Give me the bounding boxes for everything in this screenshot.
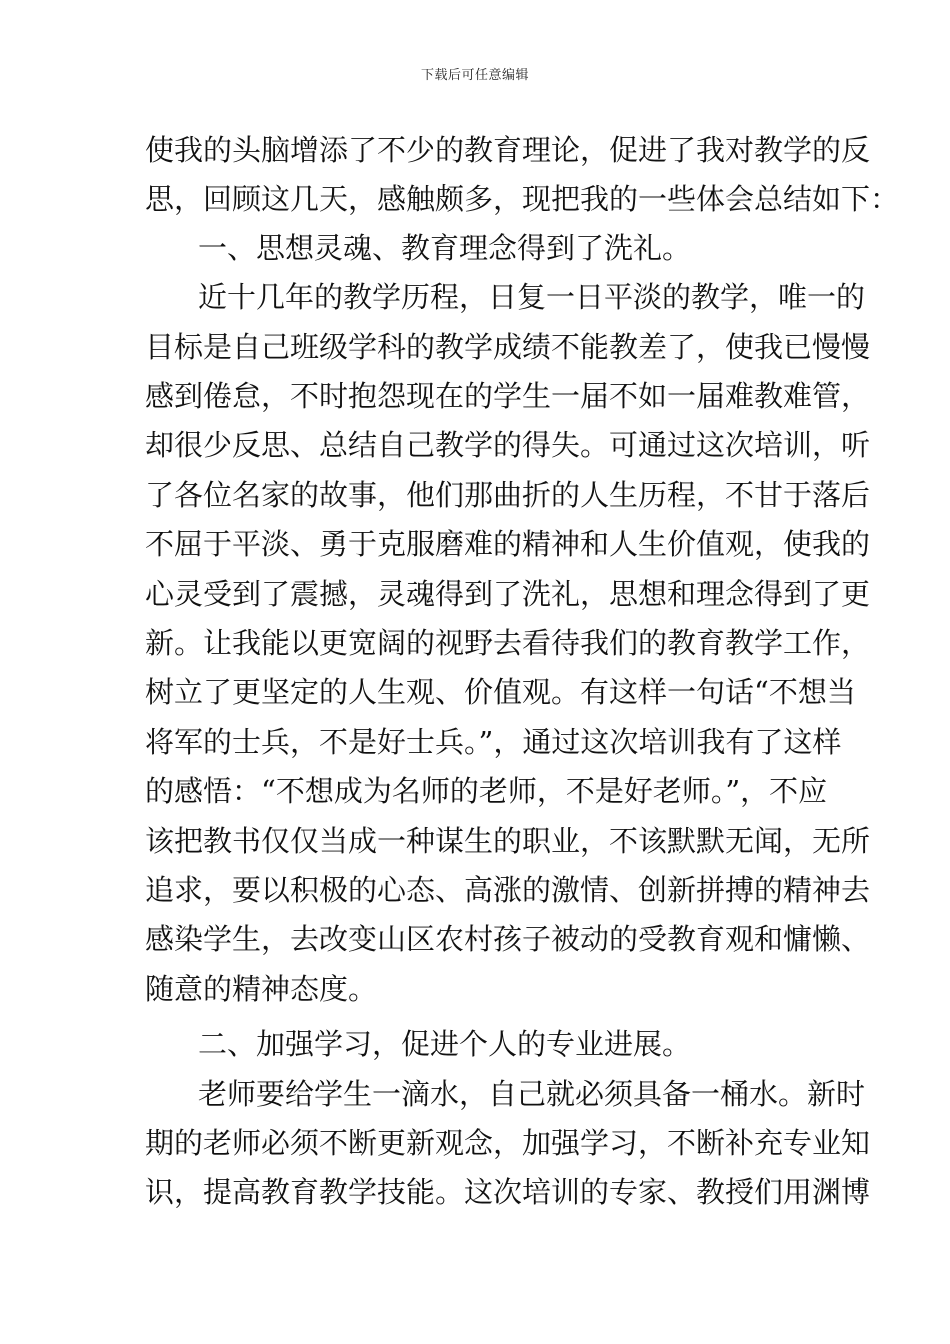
text-line-18: 随意的精神态度。 <box>145 972 378 1006</box>
text-line-6: 感到倦怠，不时抱怨现在的学生一届不如一届难教难管， <box>145 379 871 413</box>
text-line-5: 目标是自己班级学科的教学成绩不能教差了，使我已慢慢 <box>145 330 871 364</box>
section-heading-1: 一、思想灵魂、教育理念得到了洗礼。 <box>198 231 692 265</box>
text-line-16: 追求，要以积极的心态、高涨的激情、创新拼搏的精神去 <box>145 873 871 907</box>
page-header: 下载后可任意编辑 <box>420 68 529 83</box>
text-line-2: 思，回顾这几天，感触颇多，现把我的一些体会总结如下： <box>145 182 900 216</box>
text-line-7: 却很少反思、总结自己教学的得失。可通过这次培训，听 <box>145 428 871 462</box>
text-line-4: 近十几年的教学历程，日复一日平淡的教学，唯一的 <box>198 280 866 314</box>
text-line-13: 将军的士兵，不是好士兵。”，通过这次培训我有了这样 <box>145 725 842 759</box>
section-heading-2: 二、加强学习，促进个人的专业进展。 <box>198 1027 692 1061</box>
text-line-22: 识，提高教育教学技能。这次培训的专家、教授们用渊博 <box>145 1175 871 1209</box>
text-line-20: 老师要给学生一滴水，自己就必须具备一桶水。新时 <box>198 1077 866 1111</box>
text-line-10: 心灵受到了震撼，灵魂得到了洗礼，思想和理念得到了更 <box>145 577 871 611</box>
text-line-12: 树立了更坚定的人生观、价值观。有这样一句话“不想当 <box>145 675 856 709</box>
text-line-8: 了各位名家的故事，他们那曲折的人生历程，不甘于落后 <box>145 478 871 512</box>
text-line-11: 新。让我能以更宽阔的视野去看待我们的教育教学工作， <box>145 626 871 660</box>
text-line-17: 感染学生，去改变山区农村孩子被动的受教育观和慵懒、 <box>145 922 871 956</box>
text-line-15: 该把教书仅仅当成一种谋生的职业，不该默默无闻，无所 <box>145 824 871 858</box>
text-line-21: 期的老师必须不断更新观念，加强学习，不断补充专业知 <box>145 1126 871 1160</box>
text-line-1: 使我的头脑增添了不少的教育理论，促进了我对教学的反 <box>145 133 871 167</box>
text-line-9: 不屈于平淡、勇于克服磨难的精神和人生价值观，使我的 <box>145 527 871 561</box>
text-line-14: 的感悟：“不想成为名师的老师，不是好老师。”，不应 <box>145 774 828 808</box>
